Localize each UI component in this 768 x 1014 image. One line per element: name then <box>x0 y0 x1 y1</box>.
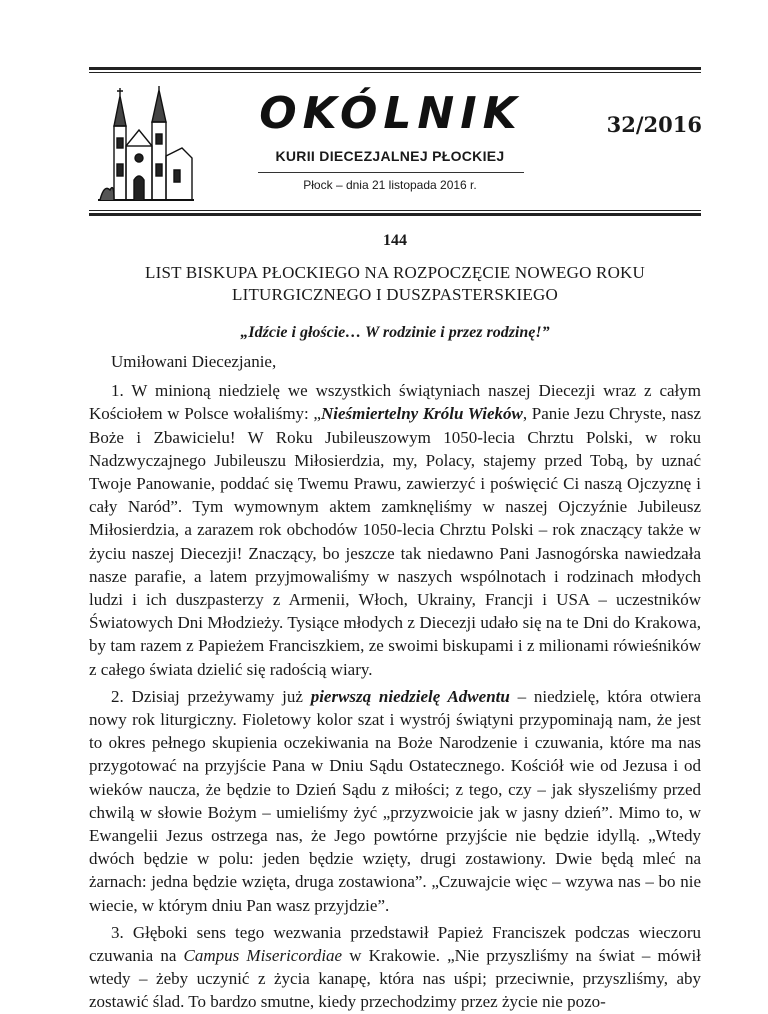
title-line-2: LITURGICZNEGO I DUSZPASTERSKIEGO <box>232 285 558 304</box>
title-line-1: LIST BISKUPA PŁOCKIEGO NA ROZPOCZĘCIE NOWEGO ROKU <box>145 263 645 282</box>
p3-italic: Campus Misericordiae <box>183 946 343 966</box>
paragraph-2 <box>89 685 701 917</box>
header-bottom-rule-thin <box>89 210 701 211</box>
cathedral-icon <box>96 86 196 204</box>
paragraph-3 <box>89 921 701 1014</box>
masthead-title: OKÓLNIK <box>259 88 523 139</box>
salutation: Umiłowani Diecezjanie, <box>111 352 277 371</box>
p2-text-c: – niedzielę, która otwiera nowy rok liturgiczny. Fioletowy kolor szat i wystrój świątyni przypominają nam, że jest to okres pełnego skupienia oczekiwania na Boże Narodzenie i czuwania, które ma nas przygotować na przyjście Pana w Dniu Sądu Ostatecznego. Kościół wie od Jezusa i od wieków naucza, że będzie to Dzień Sądu z miłości; z tego, czy – jak słyszeliśmy przed chwilą w słowie Bożym – umieliśmy żyć „przyzwoicie jak w jasny dzień”. Mimo to, w Ewangelii Jezus ostrzega nas, że Jego powtórne przyjście nie będzie idyllą. „Wtedy dwóch będzie w polu: jeden będzie wzięty, drugi zostawiony. Dwie będą mleć na żarnach: jedna będzie wzięta, druga zostawiona”. „Czuwajcie więc – wzywa nas – bo nie wiecie, w którym dniu Pan wasz przyjdzie”. <box>89 686 701 915</box>
p1-emphasis: Nieśmiertelny Królu Wieków <box>320 404 523 424</box>
p1-text-c: , Panie Jezu Chryste, nasz Boże i Zbawicielu! W Roku Jubileuszowym 1050-lecia Chrztu Polski, w roku Nadzwyczajnego Jubileuszu Miłosierdzia, my, Polacy, stajemy przed Tobą, by uznać Twoje Panowanie, poddać się Twemu Prawu, zawierzyć i poświęcić Ci naszą Ojczyznę i cały Naród”. Tym wymownym aktem zamknęliśmy w naszej Ojczyźnie Jubileusz Miłosierdzia, a zarazem rok obchodów 1050-lecia Chrztu Polski – rok znaczący także w życiu naszej Diecezji! Znaczący, bo jeszcze tak niedawno Pani Jasnogórska nawiedzała nasze parafie, a latem przyjmowaliśmy w naszych wspólnotach i rodzinach młodych ludzi i ich duszpasterzy z Armenii, Włoch, Ukrainy, Francji i USA – uczestników Światowych Dni Młodzieży. Tysiące młodych z Diecezji udało się na te Dni do Krakowa, by tam razem z Papieżem Franciszkiem, ze swoimi biskupami i z milionami rówieśników z całego świata dzielić się radością wiary. <box>89 404 701 679</box>
document-motto: „Idźcie i głoście… W rodzinie i przez rodzinę!” <box>240 324 550 341</box>
header-bottom-rule <box>89 213 701 216</box>
dateline: Płock – dnia 21 listopada 2016 r. <box>303 178 477 192</box>
document-number: 144 <box>383 232 407 249</box>
header-top-rule-thin <box>89 72 701 73</box>
paragraph-1 <box>89 379 701 681</box>
p2-emphasis: pierwszą niedzielę Adwentu <box>310 686 510 706</box>
p3-text-c: w Krakowie. „Nie przyszliśmy na świat – mówił wtedy – żeby uczynić z życia kanapę, która nas uśpi; przeciwnie, przyszliśmy, aby zostawić ślad. To bardzo smutne, kiedy przechodzimy przez życie nie pozo- <box>89 946 701 1012</box>
p2-text-a: 2. Dzisiaj przeżywamy już <box>111 686 311 706</box>
p1-text-a: 1. W minioną niedzielę we wszystkich świątyniach naszej Diecezji wraz z całym Kościołem w Polsce wołaliśmy: „ <box>89 381 701 424</box>
letter-body <box>89 350 701 1014</box>
subtitle-rule <box>258 172 524 173</box>
document-title <box>89 262 701 306</box>
header-top-rule <box>89 67 701 70</box>
masthead-subtitle: KURII DIECEZJALNEJ PŁOCKIEJ <box>275 148 505 164</box>
p3-text-a: 3. Głęboki sens tego wezwania przedstawił Papież Franciszek podczas wieczoru czuwania na <box>89 922 701 966</box>
issue-number: 32/2016 <box>606 112 702 137</box>
